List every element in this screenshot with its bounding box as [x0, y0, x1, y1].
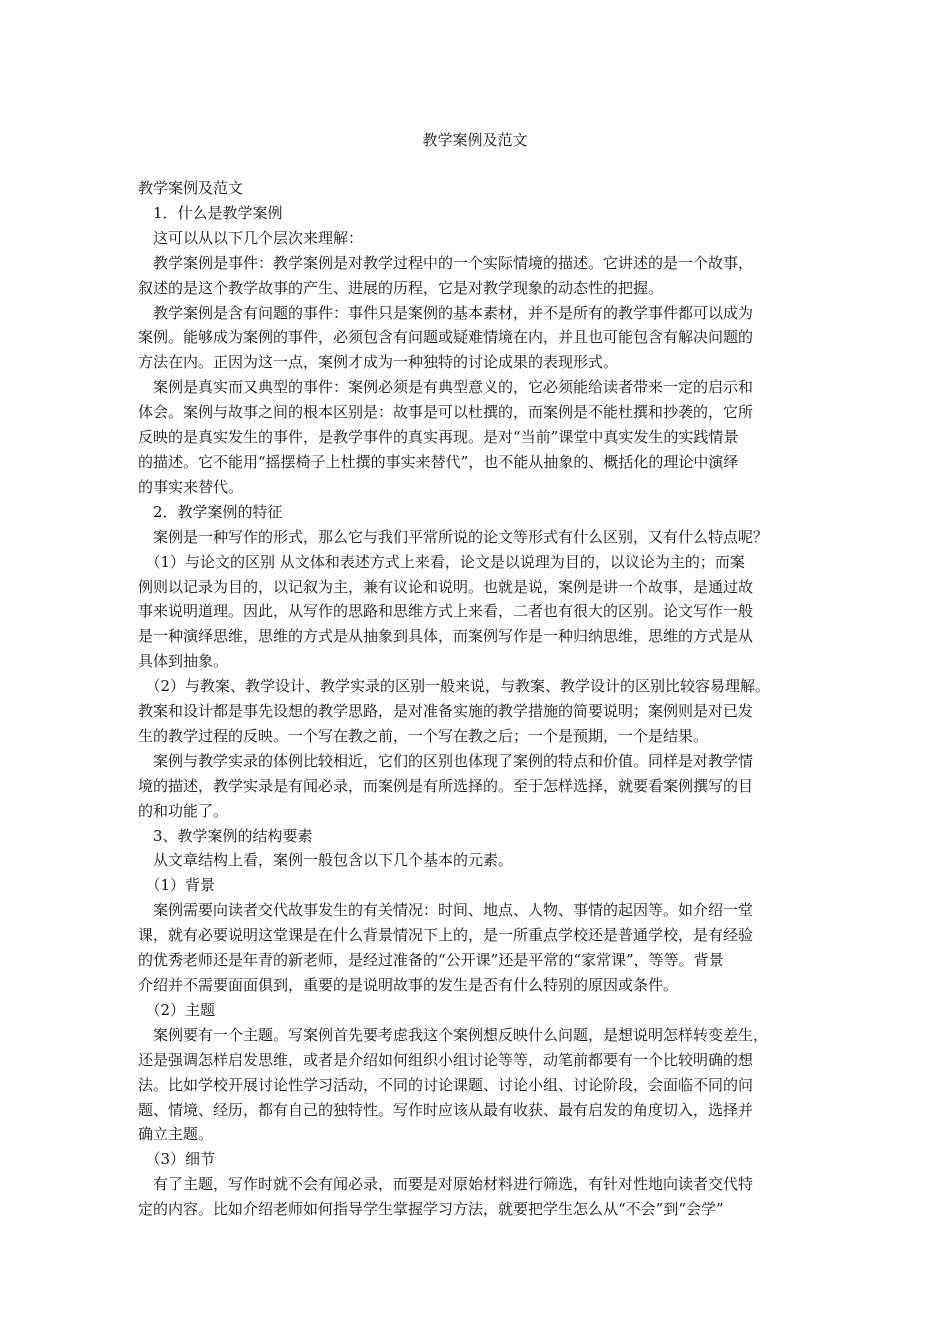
text-line: 教案和设计都是事先设想的教学思路，是对准备实施的教学措施的简要说明；案例则是对已发	[138, 702, 754, 721]
text-line: （2）与教案、教学设计、教学实录的区别一般来说，与教案、教学设计的区别比较容易理解。	[138, 677, 771, 696]
text-line: 还是强调怎样启发思维，或者是介绍如何组织小组讨论等等，动笔前都要有一个比较明确的想	[138, 1050, 754, 1069]
text-line: 的优秀老师还是年青的新老师，是经过准备的“公开课”还是平常的“家常课”，等等。背景	[138, 951, 724, 970]
text-line: 案例是一种写作的形式，那么它与我们平常所说的论文等形式有什么区别，又有什么特点呢？	[138, 527, 769, 546]
text-line: 从文章结构上看，案例一般包含以下几个基本的元素。	[138, 851, 514, 870]
text-line: 课，就有必要说明这堂课是在什么背景情况下上的，是一所重点学校还是普通学校，是有经验	[138, 926, 754, 945]
text-line: （2）主题	[138, 1000, 216, 1019]
text-line: 的和功能了。	[138, 801, 229, 820]
text-line: 教学案例是含有问题的事件：事件只是案例的基本素材，并不是所有的教学事件都可以成为	[138, 303, 754, 322]
text-line: 1．什么是教学案例	[138, 203, 283, 222]
text-line: 案例。能够成为案例的事件，必须包含有问题或疑难情境在内，并且也可能包含有解决问题的	[138, 328, 754, 347]
text-line: 例则以记录为目的，以记叙为主，兼有议论和说明。也就是说，案例是讲一个故事，是通过故	[138, 577, 754, 596]
text-line: 方法在内。正因为这一点，案例才成为一种独特的讨论成果的表现形式。	[138, 353, 619, 372]
text-line: 确立主题。	[138, 1125, 214, 1144]
text-line: 案例与教学实录的体例比较相近，它们的区别也体现了案例的特点和价值。同样是对教学情	[138, 751, 754, 770]
text-line: 的描述。它不能用“摇摆椅子上杜撰的事实来替代”，也不能从抽象的、概括化的理论中演绎	[138, 452, 739, 471]
text-line: 的事实来替代。	[138, 477, 244, 496]
text-line: 这可以从以下几个层次来理解：	[138, 228, 364, 247]
text-line: 是一种演绎思维，思维的方式是从抽象到具体，而案例写作是一种归纳思维，思维的方式是从	[138, 627, 754, 646]
text-line: 介绍并不需要面面俱到，重要的是说明故事的发生是否有什么特别的原因或条件。	[138, 976, 679, 994]
text-line: 叙述的是这个教学故事的产生、进展的历程，它是对教学现象的动态性的把握。	[138, 278, 664, 297]
text-line: 事来说明道理。因此，从写作的思路和思维方式上来看，二者也有很大的区别。论文写作一般	[138, 602, 754, 621]
text-line: 有了主题，写作时就不会有闻必录，而要是对原始材料进行筛选，有针对性地向读者交代特	[138, 1175, 754, 1194]
text-line: 3、教学案例的结构要素	[138, 826, 313, 845]
text-line: 案例是真实而又典型的事件：案例必须是有典型意义的，它必须能给读者带来一定的启示和	[138, 378, 754, 397]
text-line: 法。比如学校开展讨论性学习活动，不同的讨论课题、讨论小组、讨论阶段，会面临不同的问	[138, 1075, 754, 1094]
text-line: 定的内容。比如介绍老师如何指导学生掌握学习方法，就要把学生怎么从“不会”到“会学”	[138, 1200, 724, 1219]
text-line: 反映的是真实发生的事件，是教学事件的真实再现。是对“当前”课堂中真实发生的实践情景	[138, 428, 739, 447]
text-line: 题、情境、经历，都有自己的独特性。写作时应该从最有收获、最有启发的角度切入，选择并	[138, 1100, 754, 1119]
text-line: 2．教学案例的特征	[138, 502, 283, 521]
text-line: （1）背景	[138, 876, 216, 895]
text-line: 教学案例及范文	[138, 179, 244, 197]
text-line: （1）与论文的区别 从文体和表述方式上来看，论文是以说理为目的，以议论为主的；而案	[138, 552, 745, 571]
text-line: 体会。案例与故事之间的根本区别是：故事是可以杜撰的，而案例是不能杜撰和抄袭的，它所	[138, 403, 754, 422]
text-line: 案例需要向读者交代故事发生的有关情况：时间、地点、人物、事情的起因等。如介绍一堂	[138, 901, 754, 920]
text-line: 案例要有一个主题。写案例首先要考虑我这个案例想反映什么问题，是想说明怎样转变差生，	[138, 1025, 769, 1044]
text-line: （3）细节	[138, 1150, 216, 1169]
text-line: 境的描述，教学实录是有闻必录，而案例是有所选择的。至于怎样选择，就要看案例撰写的目	[138, 776, 754, 795]
text-line: 教学案例是事件：教学案例是对教学过程中的一个实际情境的描述。它讲述的是一个故事，	[138, 253, 754, 272]
text-line: 生的教学过程的反映。一个写在教之前，一个写在教之后；一个是预期，一个是结果。	[138, 726, 709, 745]
page-title: 教学案例及范文	[422, 131, 528, 149]
text-line: 具体到抽象。	[138, 652, 229, 671]
document-body	[138, 176, 838, 1222]
